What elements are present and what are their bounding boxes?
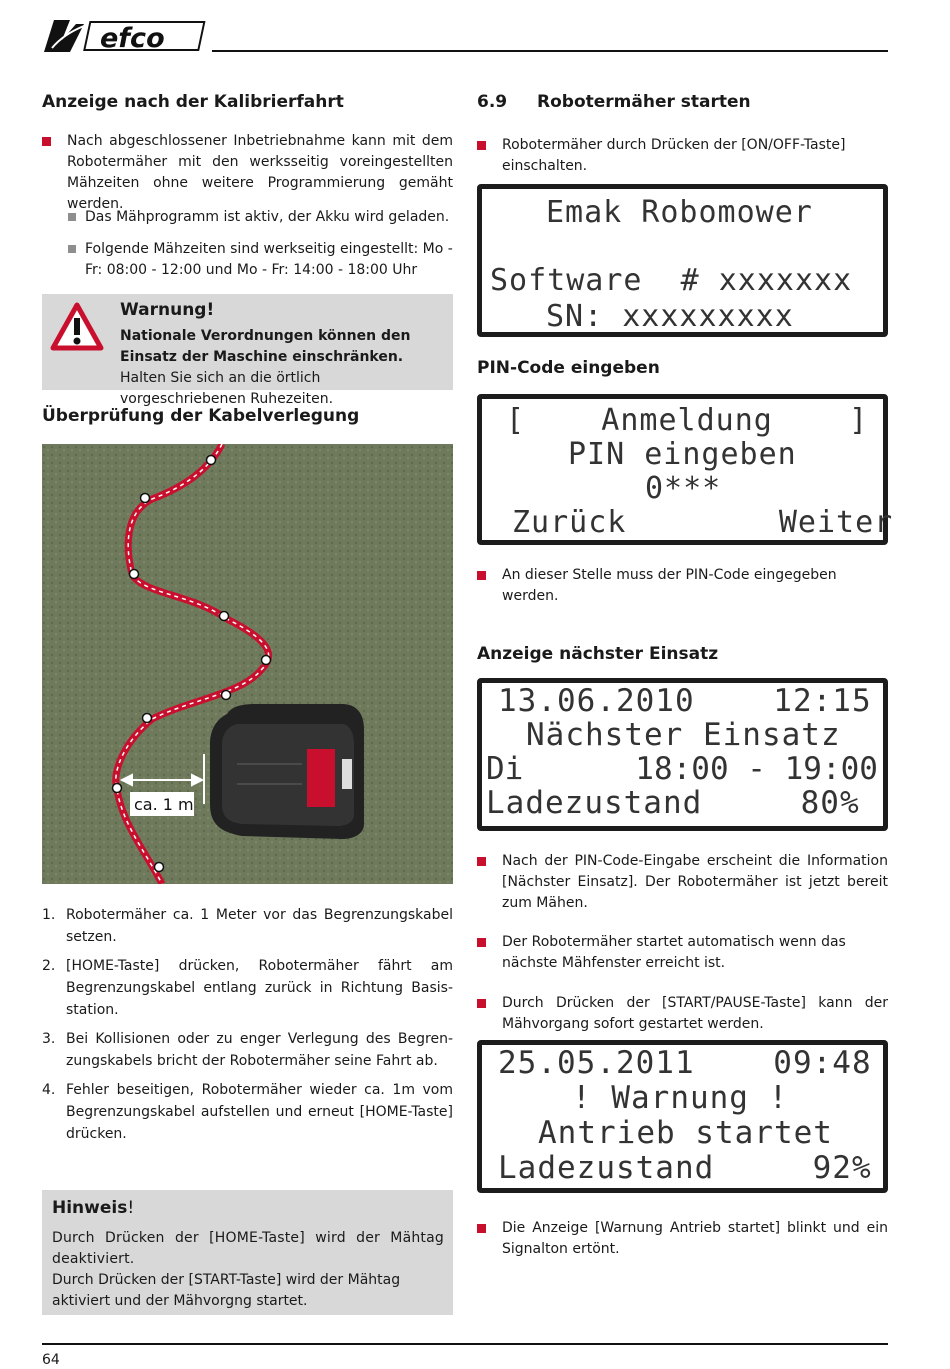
section-title-starten: Robotermäher starten [537, 92, 751, 112]
footer-rule [42, 1343, 888, 1345]
robot-mower-image [210, 704, 364, 839]
section-title-naechster-einsatz: Anzeige nächster Einsatz [477, 644, 719, 664]
section-number: 6.9 [477, 92, 508, 112]
list-item: Durch Drücken der [START/PAUSE-Taste] kann der Mähvorgang sofort gestartet werden. [477, 993, 888, 1035]
list-item: 2. [HOME-Taste] drücken, Robotermäher fährt am Begrenzungskabel entlang zurück in Richtung Basis-station. [42, 958, 453, 1018]
section-title-kabelverlegung: Überprüfung der Kabelverlegung [42, 406, 360, 426]
red-bullet-icon [477, 571, 486, 580]
lcd-display-warning: 25.05.2011 09:48 ! Warnung ! Antrieb startet Ladezustand 92% [477, 1040, 888, 1193]
lawn-illustration [42, 444, 453, 884]
list-item: 3. Bei Kollisionen oder zu enger Verlegung des Begren-zungskabels bricht der Robotermäher seine Fahrt ab. [42, 1031, 453, 1069]
steps-list [42, 904, 453, 1145]
warning-title: Warnung! [120, 300, 215, 320]
header-rule [212, 50, 888, 52]
gray-bullet-icon [68, 245, 76, 253]
gray-bullet-icon [68, 213, 76, 221]
list-item: Robotermäher durch Drücken der [ON/OFF-Taste] einschalten. [477, 135, 888, 177]
note-box [42, 1190, 453, 1315]
list-item: An dieser Stelle muss der PIN-Code eingegeben werden. [477, 565, 888, 607]
lcd-display-next-run: 13.06.2010 12:15 Nächster Einsatz Di 18:00 - 19:00 Ladezustand 80% [477, 678, 888, 831]
lcd-display-startup: Emak Robomower Software # xxxxxxx SN: xxxxxxxxx [477, 184, 888, 337]
note-line-2: Durch Drücken der [START-Taste] wird der Mähtag aktiviert und der Mähvorgng startet. [52, 1272, 401, 1309]
red-bullet-icon [477, 141, 486, 150]
section-title-pin: PIN-Code eingeben [477, 358, 660, 378]
red-bullet-icon [477, 1224, 486, 1233]
page-number: 64 [42, 1352, 60, 1368]
warning-triangle-icon [50, 302, 104, 352]
note-line-1: Durch Drücken der [HOME-Taste] wird der Mähtag deaktiviert. [52, 1230, 444, 1267]
list-item: Nach abgeschlossener Inbetriebnahme kann mit dem Robotermäher mit den werksseitig voreingestellten Mähzeiten ohne weitere Programmierung gemäht werden. [42, 131, 453, 215]
list-item: Nach der PIN-Code-Eingabe erscheint die Information [Nächster Einsatz]. Der Robotermäher ist jetzt bereit zum Mähen. [477, 851, 888, 914]
red-bullet-icon [477, 857, 486, 866]
brand-text: efco [100, 23, 165, 54]
warning-box [42, 294, 453, 407]
efco-logo [40, 14, 210, 56]
red-bullet-icon [477, 999, 486, 1008]
list-item: Der Robotermäher startet automatisch wenn das nächste Mähfenster erreicht ist. [477, 932, 888, 974]
list-item: Folgende Mähzeiten sind werkseitig eingestellt: Mo - Fr: 08:00 - 12:00 und Mo - Fr: 14:00 - 18:00 Uhr [68, 239, 453, 281]
section-title-kalibrierfahrt: Anzeige nach der Kalibrierfahrt [42, 92, 344, 112]
lcd-display-pin: [ Anmeldung ] PIN eingeben 0*** Zurück Weiter [477, 394, 888, 545]
warning-text: Nationale Verordnungen können den Einsatz der Maschine einschränken. Halten Sie sich an die örtlich vorgeschriebenen Ruhezeiten. [120, 328, 411, 407]
note-title: Hinweis! [52, 1198, 135, 1218]
list-item: Das Mähprogramm ist aktiv, der Akku wird geladen. [68, 207, 453, 228]
distance-label: ca. 1 m [134, 795, 194, 814]
red-bullet-icon [42, 137, 51, 146]
list-item: Die Anzeige [Warnung Antrieb startet] blinkt und ein Signalton ertönt. [477, 1218, 888, 1260]
red-bullet-icon [477, 938, 486, 947]
list-item: 1. Robotermäher ca. 1 Meter vor das Begrenzungskabel setzen. [42, 907, 453, 945]
list-item: 4. Fehler beseitigen, Robotermäher wieder ca. 1m vom Begrenzungskabel aufstellen und erneut [HOME-Taste] drücken. [42, 1082, 453, 1142]
